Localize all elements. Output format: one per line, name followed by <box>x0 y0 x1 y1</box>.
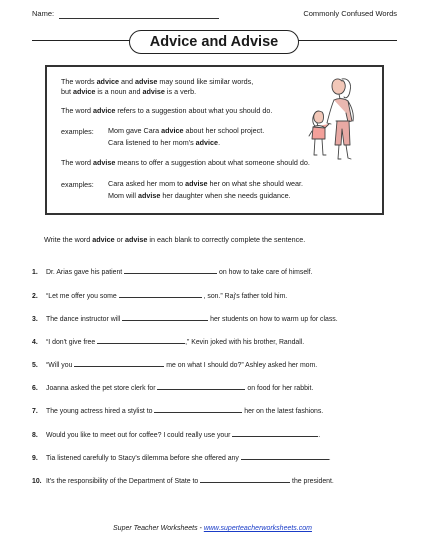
advise-definition: The word advise means to offer a suggestion about what someone should do. <box>61 158 310 167</box>
advise-example-2: Mom will advise her daughter when she needs guidance. <box>108 191 291 200</box>
footer-url-link[interactable]: www.superteacherworksheets.com <box>203 525 312 532</box>
answer-blank-8[interactable] <box>232 430 318 437</box>
advice-example-1: Mom gave Cara advice about her school project. <box>108 126 265 135</box>
intro-line-1: The words advice and advise may sound like similar words, <box>61 77 254 86</box>
question-4: 4. “I don't give free ,” Kevin joked with his brother, Randall. <box>32 339 305 346</box>
advise-example-1: Cara asked her mom to advise her on what she should wear. <box>108 179 303 188</box>
name-label: Name: <box>32 9 55 18</box>
answer-blank-7[interactable] <box>154 406 242 413</box>
answer-blank-9[interactable] <box>241 453 329 460</box>
question-10: 10. It's the responsibility of the Department of State to the president. <box>32 478 334 485</box>
answer-blank-5[interactable] <box>74 360 164 367</box>
topic-label: Commonly Confused Words <box>303 9 397 18</box>
question-6: 6. Joanna asked the pet store clerk for on food for her rabbit. <box>32 385 314 392</box>
question-9: 9. Tia listened carefully to Stacy's dilemma before she offered any . <box>32 455 331 462</box>
question-1: 1. Dr. Arias gave his patient on how to take care of himself. <box>32 269 313 276</box>
advice-definition: The word advice refers to a suggestion about what you should do. <box>61 106 273 115</box>
question-8: 8. Would you like to meet out for coffee? I could really use your . <box>32 432 321 439</box>
name-line[interactable] <box>59 18 219 19</box>
page-title: Advice and Advise <box>129 30 299 54</box>
mother-daughter-illustration <box>298 73 382 168</box>
advice-example-2: Cara listened to her mom's advice. <box>108 138 221 147</box>
examples-label: examples: <box>61 127 94 136</box>
instructions: Write the word advice or advise in each blank to correctly complete the sentence. <box>44 235 306 244</box>
answer-blank-1[interactable] <box>124 267 217 274</box>
footer-site-name: Super Teacher Worksheets <box>113 525 198 532</box>
page-footer: Super Teacher Worksheets - www.superteacherworksheets.com <box>113 525 312 532</box>
answer-blank-10[interactable] <box>200 476 290 483</box>
intro-line-2: but advice is a noun and advise is a verb. <box>61 87 197 96</box>
question-3: 3. The dance instructor will her students on how to warm up for class. <box>32 316 338 323</box>
answer-blank-6[interactable] <box>157 383 245 390</box>
question-5: 5. “Will you me on what I should do?” Ashley asked her mom. <box>32 362 318 369</box>
question-7: 7. The young actress hired a stylist to her on the latest fashions. <box>32 408 324 415</box>
page-header <box>32 9 397 23</box>
examples-label-2: examples: <box>61 180 94 189</box>
question-2: 2. “Let me offer you some , son.” Raj's father told him. <box>32 293 288 300</box>
answer-blank-3[interactable] <box>122 314 208 321</box>
answer-blank-2[interactable] <box>119 291 202 298</box>
answer-blank-4[interactable] <box>97 337 185 344</box>
